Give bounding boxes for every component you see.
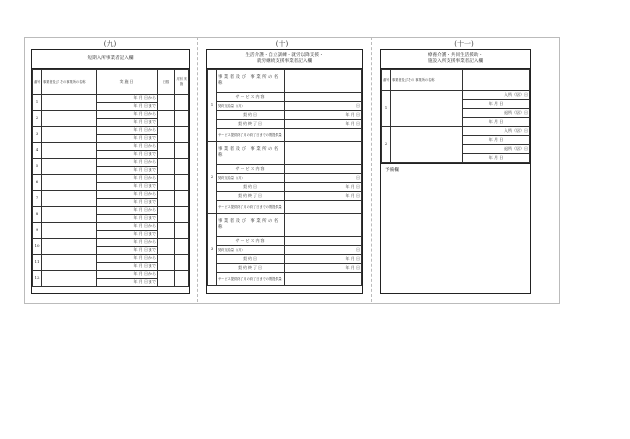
provider-name-cell[interactable] (42, 175, 97, 191)
short-stay-row (33, 191, 189, 199)
date-from-cell[interactable]: 年 月 日から (97, 143, 158, 151)
fold-line-2 (371, 37, 372, 302)
date-to-cell[interactable]: 年 月 日まで (97, 231, 158, 239)
short-stay-row (33, 143, 189, 151)
field-value[interactable]: 年 月 日 (285, 192, 362, 201)
residential-line (382, 127, 530, 136)
date-from-cell[interactable]: 年 月 日から (97, 159, 158, 167)
provider-name-cell[interactable] (42, 127, 97, 143)
days-cell[interactable] (158, 95, 175, 111)
day-service-line (208, 120, 362, 129)
day-service-title-line2: 就労継続支援事業者記入欄 (256, 59, 313, 64)
field-label: サービス内容 (217, 165, 285, 174)
residential-line (382, 91, 530, 100)
short-stay-row (33, 175, 189, 183)
confirm-cell[interactable] (175, 127, 189, 143)
field-label: 契約終了日 (217, 120, 285, 129)
day-service-panel (206, 49, 363, 294)
days-cell[interactable] (158, 143, 175, 159)
date-from-cell[interactable]: 年 月 日から (97, 111, 158, 119)
field-value[interactable]: 年 月 日 (285, 111, 362, 120)
field-value[interactable]: 日 (285, 246, 362, 255)
row-number: 3 (33, 127, 42, 143)
admit-label: 入所（居）日 (463, 127, 530, 136)
date-to-cell[interactable]: 年 月 日まで (97, 199, 158, 207)
days-cell[interactable] (158, 255, 175, 271)
row-number: 2 (382, 127, 391, 163)
row-number: 3 (208, 214, 217, 286)
residential-title-line1: 療養介護・共同生活援助・ (427, 53, 484, 58)
date-from-cell[interactable]: 年 月 日から (97, 207, 158, 215)
field-value[interactable] (285, 70, 362, 93)
date-to-cell[interactable]: 年 月 日まで (97, 151, 158, 159)
res-col-dates (463, 70, 530, 91)
field-value[interactable]: 年 月 日 (285, 255, 362, 264)
day-service-line (208, 70, 362, 93)
field-value[interactable]: 年 月 日 (285, 183, 362, 192)
row-number: 2 (208, 142, 217, 214)
date-to-cell[interactable]: 年 月 日まで (97, 119, 158, 127)
row-number: 10 (33, 239, 42, 255)
date-value-cell[interactable]: 年 月 日 (463, 136, 530, 145)
field-value[interactable] (285, 237, 362, 246)
remarks-label: 予備欄 (381, 163, 530, 176)
date-from-cell[interactable]: 年 月 日から (97, 127, 158, 135)
row-number: 7 (33, 191, 42, 207)
days-cell[interactable] (158, 271, 175, 287)
section-number-10: (十) (275, 40, 289, 48)
date-from-cell[interactable]: 年 月 日から (97, 95, 158, 103)
provider-name-cell[interactable] (42, 239, 97, 255)
provider-name-cell[interactable] (391, 91, 463, 127)
short-stay-row (33, 111, 189, 119)
day-service-line (208, 102, 362, 111)
res-col-name: 事業者及びその 事業所の名称 (391, 70, 463, 91)
date-to-cell[interactable]: 年 月 日まで (97, 135, 158, 143)
field-value[interactable]: 日 (285, 102, 362, 111)
confirm-cell[interactable] (175, 223, 189, 239)
field-value[interactable] (285, 129, 362, 142)
field-value[interactable]: 日 (285, 174, 362, 183)
field-label: 契約日 (217, 255, 285, 264)
day-service-line (208, 183, 362, 192)
confirm-cell[interactable] (175, 95, 189, 111)
short-stay-row (33, 239, 189, 247)
provider-name-cell[interactable] (42, 255, 97, 271)
field-label: サービス内容 (217, 93, 285, 102)
date-to-cell[interactable]: 年 月 日まで (97, 103, 158, 111)
confirm-cell[interactable] (175, 159, 189, 175)
date-to-cell[interactable]: 年 月 日まで (97, 183, 158, 191)
confirm-cell[interactable] (175, 111, 189, 127)
confirm-cell[interactable] (175, 175, 189, 191)
row-number: 1 (382, 91, 391, 127)
days-cell[interactable] (158, 159, 175, 175)
day-service-line (208, 246, 362, 255)
days-cell[interactable] (158, 207, 175, 223)
date-to-cell[interactable]: 年 月 日まで (97, 167, 158, 175)
day-service-title (207, 50, 362, 69)
day-service-line (208, 129, 362, 142)
days-cell[interactable] (158, 223, 175, 239)
confirm-cell[interactable] (175, 271, 189, 287)
provider-name-cell[interactable] (42, 143, 97, 159)
day-service-title-line1: 生活介護・自立訓練・就労以降支援・ (245, 53, 324, 58)
field-value[interactable] (285, 201, 362, 214)
day-service-line (208, 165, 362, 174)
field-value[interactable] (285, 165, 362, 174)
field-value[interactable] (285, 142, 362, 165)
section-number-9: (九) (103, 40, 117, 48)
day-service-line (208, 142, 362, 165)
field-value[interactable] (285, 214, 362, 237)
short-stay-row (33, 207, 189, 215)
row-number: 12 (33, 271, 42, 287)
row-number: 4 (33, 143, 42, 159)
leave-label: 退所（居）日 (463, 145, 530, 154)
provider-name-cell[interactable] (42, 111, 97, 127)
short-stay-row (33, 159, 189, 167)
date-value-cell[interactable]: 年 月 日 (463, 154, 530, 163)
provider-name-cell[interactable] (42, 159, 97, 175)
provider-name-cell[interactable] (42, 95, 97, 111)
field-label: 契約終了日 (217, 264, 285, 273)
res-col-no: 番号 (382, 70, 391, 91)
date-value-cell[interactable]: 年 月 日 (463, 118, 530, 127)
field-value[interactable]: 年 月 日 (285, 120, 362, 129)
row-number: 1 (33, 95, 42, 111)
date-to-cell[interactable]: 年 月 日まで (97, 247, 158, 255)
short-stay-row (33, 127, 189, 135)
col-date: 実施日 (97, 70, 158, 95)
days-cell[interactable] (158, 239, 175, 255)
short-stay-row (33, 255, 189, 263)
date-from-cell[interactable]: 年 月 日から (97, 239, 158, 247)
field-label: 事業者及び 事業所の名称 (217, 70, 285, 93)
day-service-table (207, 69, 362, 286)
row-number: 5 (33, 159, 42, 175)
field-label: サービス提供終了月の終了日までの既提供量 (217, 201, 285, 214)
day-service-line (208, 93, 362, 102)
short-stay-row (33, 271, 189, 279)
field-label: 契約支給量（/月） (217, 102, 285, 111)
day-service-line (208, 214, 362, 237)
col-no: 番号 (33, 70, 42, 95)
days-cell[interactable] (158, 111, 175, 127)
confirm-cell[interactable] (175, 143, 189, 159)
row-number: 1 (208, 70, 217, 142)
confirm-cell[interactable] (175, 255, 189, 271)
date-from-cell[interactable]: 年 月 日から (97, 175, 158, 183)
days-cell[interactable] (158, 175, 175, 191)
short-stay-panel (31, 49, 190, 294)
field-label: サービス提供終了月の終了日までの既提供量 (217, 129, 285, 142)
field-label: 契約日 (217, 183, 285, 192)
residential-title (381, 50, 530, 69)
day-service-line (208, 255, 362, 264)
residential-title-line2: 施設入所支援事業者記入欄 (427, 59, 484, 64)
fold-line-1 (197, 37, 198, 302)
field-label: 事業者及び 事業所の名称 (217, 142, 285, 165)
short-stay-title: 短期入所事業者記入欄 (32, 50, 189, 69)
date-from-cell[interactable]: 年 月 日から (97, 271, 158, 279)
provider-name-cell[interactable] (42, 271, 97, 287)
admit-label: 入所（居）日 (463, 91, 530, 100)
date-to-cell[interactable]: 年 月 日まで (97, 215, 158, 223)
days-cell[interactable] (158, 127, 175, 143)
field-value[interactable] (285, 93, 362, 102)
field-label: 事業者及び 事業所の名称 (217, 214, 285, 237)
col-name: 事業者及び その事業所の名称 (42, 70, 97, 95)
row-number: 11 (33, 255, 42, 271)
short-stay-row (33, 95, 189, 103)
leave-label: 退所（居）日 (463, 109, 530, 118)
field-label: 契約支給量（/月） (217, 246, 285, 255)
date-from-cell[interactable]: 年 月 日から (97, 191, 158, 199)
field-value[interactable] (285, 273, 362, 286)
confirm-cell[interactable] (175, 207, 189, 223)
col-days: 日数 (158, 70, 175, 95)
provider-name-cell[interactable] (42, 207, 97, 223)
field-label: 契約終了日 (217, 192, 285, 201)
day-service-line (208, 111, 362, 120)
days-cell[interactable] (158, 191, 175, 207)
day-service-line (208, 273, 362, 286)
confirm-cell[interactable] (175, 239, 189, 255)
day-service-line (208, 201, 362, 214)
provider-name-cell[interactable] (391, 127, 463, 163)
row-number: 2 (33, 111, 42, 127)
field-label: サービス内容 (217, 237, 285, 246)
field-label: サービス提供終了月の終了日までの既提供量 (217, 273, 285, 286)
short-stay-table (32, 69, 189, 287)
day-service-line (208, 264, 362, 273)
field-label: 契約支給量（/月） (217, 174, 285, 183)
col-confirm: 月別 実施 (175, 70, 189, 95)
date-from-cell[interactable]: 年 月 日から (97, 255, 158, 263)
provider-name-cell[interactable] (42, 223, 97, 239)
row-number: 8 (33, 207, 42, 223)
residential-panel (380, 49, 531, 294)
confirm-cell[interactable] (175, 191, 189, 207)
row-number: 9 (33, 223, 42, 239)
date-from-cell[interactable]: 年 月 日から (97, 223, 158, 231)
provider-name-cell[interactable] (42, 191, 97, 207)
row-number: 6 (33, 175, 42, 191)
date-to-cell[interactable]: 年 月 日まで (97, 263, 158, 271)
date-value-cell[interactable]: 年 月 日 (463, 100, 530, 109)
day-service-line (208, 174, 362, 183)
day-service-line (208, 192, 362, 201)
section-number-11: (十一) (454, 40, 474, 48)
date-to-cell[interactable]: 年 月 日まで (97, 279, 158, 287)
day-service-line (208, 237, 362, 246)
residential-table (381, 69, 530, 163)
field-label: 契約日 (217, 111, 285, 120)
short-stay-row (33, 223, 189, 231)
field-value[interactable]: 年 月 日 (285, 264, 362, 273)
